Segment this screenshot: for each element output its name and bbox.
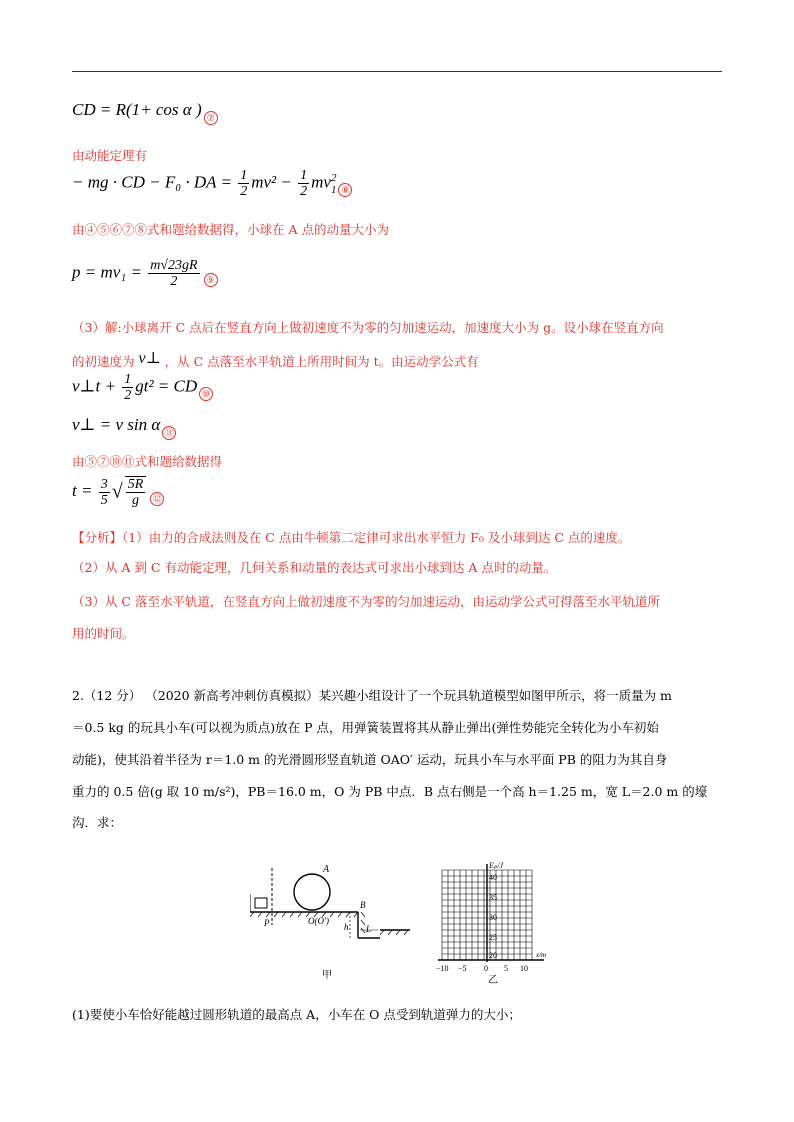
derivation-line-momentum: 由④⑤⑥⑦⑧式和题给数据得，小球在 A 点的动量大小为 bbox=[72, 222, 389, 237]
analysis-line-3a: （3）从 C 落至水平轨道，在竖直方向上做初速度不为零的匀加速运动，由运动学公式可得落至水平轨道所 bbox=[72, 594, 660, 609]
part3-line1: （3）解:小球离开 C 点后在竖直方向上做初速度不为零的匀加速运动，加速度大小为 g。设小球在竖直方向 bbox=[72, 320, 664, 335]
equation-9 bbox=[72, 258, 218, 289]
equation-10: v⊥t + $\frac{1}{2}$ gt² = CD ⑩ bbox=[72, 372, 213, 403]
y-tick-40: 40 bbox=[489, 873, 497, 882]
question2-line1: 2.（12 分） （2020 新高考冲刺仿真模拟）某兴趣小组设计了一个玩具轨道模型如图甲所示，将一质量为 m bbox=[72, 688, 672, 703]
eq12-fraction: $\frac{3}{5}$ bbox=[100, 476, 108, 508]
analysis-line-3b: 用的时间。 bbox=[72, 626, 135, 641]
analysis-tag: 【分析】 bbox=[72, 530, 123, 545]
eq10-number: ⑩ bbox=[199, 387, 213, 401]
question2-line2: ＝0.5 kg 的玩具小车(可以视为质点)放在 P 点，用弹簧装置将其从静止弹出(弹性势能完全转化为小车初始 bbox=[72, 720, 659, 735]
eq8-term2: mv bbox=[311, 172, 331, 192]
x-tick-neg10: −10 bbox=[436, 964, 449, 973]
label-A: A bbox=[323, 864, 330, 875]
equation-8: − mg · CD − F₀ · DA = $\frac{1}{2}$ mv² − $\frac{1}{2}$ mv 2 1 ⑧ bbox=[72, 168, 352, 199]
label-h: h bbox=[344, 922, 349, 932]
figure-a-caption: 甲 bbox=[322, 970, 332, 981]
eq10-half: $\frac{1}{2}$ bbox=[124, 372, 132, 403]
eq12-root: $\frac{5R}{g}$ bbox=[125, 476, 147, 508]
equation-7 bbox=[72, 100, 218, 125]
spring-icon bbox=[255, 898, 267, 908]
x-tick-10: 10 bbox=[520, 964, 528, 973]
eq8-minus: − bbox=[280, 172, 292, 192]
eq8-half-1: $\frac{1}{2}$ bbox=[240, 168, 248, 199]
question2-line5: 沟．求： bbox=[72, 815, 123, 830]
question2-line3: 动能)，使其沿着半径为 r＝1.0 m 的光滑圆形竖直轨道 OAO′ 运动，玩具小车与水平面 PB 的阻力为其自身 bbox=[72, 752, 668, 767]
v-perp-symbol: v⊥ bbox=[138, 350, 161, 367]
header-rule bbox=[72, 71, 722, 72]
figure-energy-grid bbox=[432, 860, 552, 985]
figure-b-caption: 乙 bbox=[488, 975, 498, 985]
eq9-fraction: $\frac{m√23gR}{2}$ bbox=[150, 258, 198, 289]
part3-line2: 的初速度为 v⊥ ，从 C 点落至水平轨道上所用时间为 t。由运动学公式有 bbox=[72, 350, 479, 369]
analysis-line-1: 【分析】（1）由力的合成法则及在 C 点由牛顿第二定律可求出水平恒力 F₀ 及小球到达 C 点的速度。 bbox=[72, 530, 631, 545]
y-tick-30: 30 bbox=[489, 913, 497, 922]
derivation-line-time: 由⑤⑦⑩⑪式和题给数据得 bbox=[72, 454, 223, 469]
sub-question-1: (1)要使小车恰好能越过圆形轨道的最高点 A，小车在 O 点受到轨道弹力的大小； bbox=[72, 1007, 521, 1022]
x-tick-5: 5 bbox=[504, 964, 508, 973]
eq8-left: − mg · CD − F₀ · DA = bbox=[72, 172, 232, 192]
x-tick-neg5: −5 bbox=[458, 964, 467, 973]
y-tick-20: 20 bbox=[489, 951, 497, 960]
eq9-left: p = mv₁ = bbox=[72, 262, 142, 282]
eq8-number: ⑧ bbox=[338, 183, 352, 197]
eq12-number: ⑫ bbox=[150, 492, 164, 506]
eq7-number: ⑦ bbox=[204, 111, 218, 125]
eq11-number: ⑪ bbox=[162, 426, 176, 440]
question2-line4: 重力的 0.5 倍(g 取 10 m/s²)，PB＝16.0 m，O 为 PB 中点．B 点右侧是一个高 h＝1.25 m，宽 L＝2.0 m 的壕 bbox=[72, 784, 708, 799]
figure-track-model bbox=[250, 860, 415, 985]
label-B: B bbox=[360, 900, 366, 910]
y-tick-35: 35 bbox=[489, 893, 497, 902]
y-tick-25: 25 bbox=[489, 933, 497, 942]
x-axis-label: x/m bbox=[536, 951, 547, 959]
eq9-number: ⑨ bbox=[204, 273, 218, 287]
y-axis-label: Eₚ/J bbox=[489, 861, 504, 870]
kinetic-theorem-heading: 由动能定理有 bbox=[72, 148, 148, 163]
eq8-term1: mv² bbox=[251, 172, 277, 192]
label-P: P bbox=[264, 918, 270, 928]
analysis-line-2: （2）从 A 到 C 有动能定理，几何关系和动量的表达式可求出小球到达 A 点时的动量。 bbox=[72, 560, 557, 575]
equation-11: v⊥ = v sin α ⑪ bbox=[72, 415, 176, 440]
eq8-half-2: $\frac{1}{2}$ bbox=[300, 168, 308, 199]
equation-12: t = $\frac{3}{5}$ √ $\frac{5R}{g}$ ⑫ bbox=[72, 476, 164, 508]
x-tick-0: 0 bbox=[484, 964, 488, 973]
label-L: L bbox=[366, 924, 372, 934]
label-O: O(O′) bbox=[308, 916, 329, 926]
loop-track bbox=[294, 874, 330, 910]
eq7-text: CD = R(1+ cos α ) bbox=[72, 100, 202, 119]
